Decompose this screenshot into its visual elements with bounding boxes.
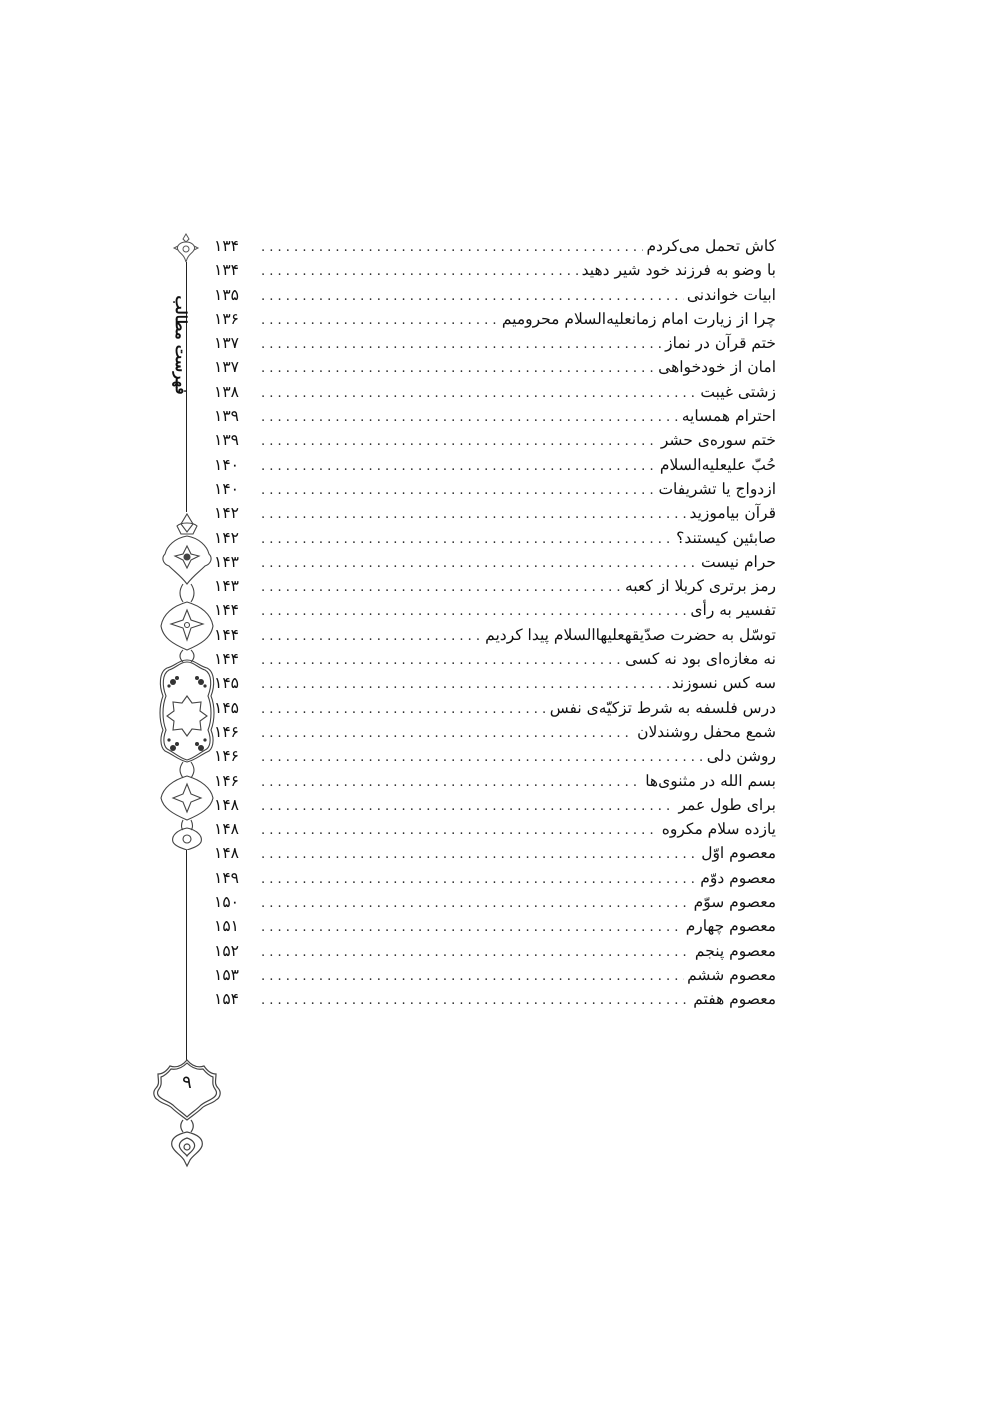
toc-entry-page: ۱۴۵	[214, 674, 239, 693]
dot-leader	[261, 285, 684, 309]
toc-entry[interactable]	[214, 696, 776, 720]
toc-entry-title: توسّل به حضرت صدّیقهعلیها‌السلام پیدا کردیم	[485, 625, 776, 644]
toc-entry-page: ۱۴۴	[214, 650, 239, 669]
toc-entry[interactable]	[214, 307, 776, 331]
toc-entry[interactable]	[214, 841, 776, 865]
toc-entry-page: ۱۳۷	[214, 334, 239, 353]
dot-leader	[261, 479, 655, 503]
dot-leader	[261, 576, 622, 600]
toc-entry[interactable]	[214, 623, 776, 647]
dot-leader	[261, 357, 655, 381]
toc-entry[interactable]	[214, 477, 776, 501]
toc-entry-title: بسم الله در مثنوی‌ها	[645, 771, 776, 790]
toc-entry-page: ۱۳۷	[214, 358, 239, 377]
dot-leader	[261, 236, 643, 260]
toc-entry-title: ابیات خواندنی	[686, 285, 776, 304]
dot-leader	[261, 260, 579, 284]
toc-entry-page: ۱۴۰	[214, 479, 239, 498]
top-finial-ornament-icon	[172, 232, 200, 266]
toc-entry[interactable]	[214, 234, 776, 258]
dot-leader	[261, 406, 679, 430]
toc-entry-page: ۱۳۴	[214, 237, 239, 255]
toc-entry[interactable]	[214, 453, 776, 477]
toc-entry-title: روشن دلی	[706, 747, 776, 766]
page-number: ۹	[182, 1072, 192, 1093]
toc-entry-page: ۱۵۰	[214, 893, 239, 912]
toc-entry-title: حرام نیست	[700, 552, 776, 571]
toc-entry[interactable]	[214, 526, 776, 550]
toc-entry-title: رمز برتری کربلا از کعبه	[624, 577, 776, 596]
dot-leader	[261, 722, 634, 746]
toc-entry-title: کاش تحمل می‌کردم	[646, 237, 776, 255]
dot-leader	[261, 698, 547, 722]
toc-entry-page: ۱۵۲	[214, 941, 239, 960]
dot-leader	[261, 382, 697, 406]
dot-leader	[261, 819, 659, 843]
toc-entry[interactable]	[214, 939, 776, 963]
table-of-contents	[214, 234, 776, 1012]
toc-entry-title: سه کس نسوزند	[671, 674, 776, 693]
toc-entry-page: ۱۴۳	[214, 552, 239, 571]
toc-entry-page: ۱۴۸	[214, 820, 239, 839]
dot-leader	[261, 771, 642, 795]
toc-entry-title: معصوم هفتم	[693, 990, 776, 1009]
toc-entry[interactable]	[214, 914, 776, 938]
dot-leader	[261, 916, 683, 940]
dot-leader	[261, 552, 698, 576]
toc-entry[interactable]	[214, 963, 776, 987]
toc-entry[interactable]	[214, 574, 776, 598]
toc-entry-page: ۱۴۵	[214, 698, 239, 717]
toc-entry-page: ۱۴۶	[214, 747, 239, 766]
dot-leader	[261, 965, 684, 989]
toc-entry-page: ۱۳۹	[214, 431, 239, 450]
dot-leader	[261, 673, 669, 697]
toc-entry[interactable]	[214, 380, 776, 404]
toc-entry-page: ۱۳۹	[214, 407, 239, 426]
dot-leader	[261, 843, 698, 867]
dot-leader	[261, 309, 499, 333]
toc-entry[interactable]	[214, 866, 776, 890]
toc-entry-title: چرا از زیارت امام زمانعلیه‌السلام محرومیم	[501, 309, 776, 328]
toc-entry-title: قرآن بیاموزید	[689, 504, 776, 523]
toc-entry-title: ختم قرآن در نماز	[665, 334, 776, 353]
section-header-text: فهرست مطالب	[172, 295, 190, 395]
dot-leader	[261, 528, 673, 552]
toc-entry[interactable]	[214, 720, 776, 744]
toc-entry-page: ۱۴۲	[214, 528, 239, 547]
toc-entry-page: ۱۳۵	[214, 285, 239, 304]
toc-entry[interactable]	[214, 550, 776, 574]
toc-entry-page: ۱۴۸	[214, 844, 239, 863]
toc-entry[interactable]	[214, 769, 776, 793]
toc-entry-title: با وضو به فرزند خود شیر دهید	[581, 261, 776, 280]
toc-entry[interactable]	[214, 501, 776, 525]
toc-entry[interactable]	[214, 331, 776, 355]
toc-entry-page: ۱۴۴	[214, 625, 239, 644]
dot-leader	[261, 503, 686, 527]
toc-entry-page: ۱۵۴	[214, 990, 239, 1009]
toc-entry[interactable]	[214, 987, 776, 1011]
toc-entry-title: نه مغازه‌ای بود نه کسی	[625, 650, 776, 669]
toc-entry[interactable]	[214, 890, 776, 914]
toc-entry-title: حُبّ علیعلیه‌السلام	[659, 455, 776, 474]
toc-entry-page: ۱۳۶	[214, 309, 239, 328]
dot-leader	[261, 795, 675, 819]
dot-leader	[261, 333, 662, 357]
toc-entry-page: ۱۳۸	[214, 382, 239, 401]
toc-entry-title: معصوم سوّم	[693, 893, 776, 912]
dot-leader	[261, 941, 692, 965]
toc-entry-title: معصوم اوّل	[701, 844, 776, 863]
toc-entry-title: صابئین کیستند؟	[676, 528, 776, 547]
toc-entry[interactable]	[214, 258, 776, 282]
toc-entry-title: زشتی غیبت	[700, 382, 776, 401]
toc-entry[interactable]	[214, 744, 776, 768]
toc-entry-page: ۱۴۸	[214, 795, 239, 814]
toc-entry-page: ۱۴۶	[214, 771, 239, 790]
toc-entry-title: معصوم ششم	[687, 965, 776, 984]
dot-leader	[261, 989, 690, 1013]
toc-entry-title: شمع محفل روشندلان	[637, 722, 776, 741]
section-header-vertical	[168, 290, 194, 400]
toc-entry-title: معصوم پنجم	[694, 941, 776, 960]
dot-leader	[261, 649, 622, 673]
toc-entry-title: معصوم چهارم	[685, 917, 776, 936]
toc-entry-page: ۱۴۶	[214, 722, 239, 741]
toc-entry-title: تفسیر به رأی	[690, 601, 776, 620]
toc-entry-page: ۱۴۴	[214, 601, 239, 620]
border-line-bottom	[186, 850, 187, 1060]
toc-entry[interactable]	[214, 647, 776, 671]
toc-entry-title: امان از خودخواهی	[658, 358, 776, 377]
dot-leader	[261, 625, 482, 649]
toc-entry[interactable]	[214, 355, 776, 379]
dot-leader	[261, 892, 691, 916]
toc-entry-page: ۱۳۴	[214, 261, 239, 280]
toc-entry-title: یازده سلام مکروه	[661, 820, 776, 839]
toc-entry-title: احترام همسایه	[681, 407, 776, 426]
toc-entry-title: درس فلسفه به شرط تزکیّه‌ی نفس	[549, 698, 776, 717]
toc-entry-page: ۱۴۹	[214, 868, 239, 887]
arabesque-ornament-icon	[155, 510, 219, 850]
toc-entry[interactable]	[214, 793, 776, 817]
dot-leader	[261, 600, 687, 624]
toc-entry-title: برای طول عمر	[678, 795, 776, 814]
toc-entry[interactable]	[214, 404, 776, 428]
toc-entry-page: ۱۴۲	[214, 504, 239, 523]
toc-entry[interactable]	[214, 428, 776, 452]
dot-leader	[261, 430, 658, 454]
dot-leader	[261, 746, 704, 770]
toc-entry-page: ۱۵۱	[214, 917, 239, 936]
dot-leader	[261, 868, 697, 892]
toc-entry-title: معصوم دوّم	[700, 868, 776, 887]
toc-entry-title: ازدواج یا تشریفات	[658, 479, 776, 498]
dot-leader	[261, 455, 657, 479]
toc-entry[interactable]	[214, 283, 776, 307]
toc-entry-page: ۱۴۰	[214, 455, 239, 474]
toc-entry-title: ختم سوره‌ی حشر	[660, 431, 776, 450]
toc-entry-page: ۱۵۳	[214, 965, 239, 984]
toc-entry-page: ۱۴۳	[214, 577, 239, 596]
toc-entry[interactable]	[214, 817, 776, 841]
toc-entry[interactable]	[214, 671, 776, 695]
toc-entry[interactable]	[214, 598, 776, 622]
